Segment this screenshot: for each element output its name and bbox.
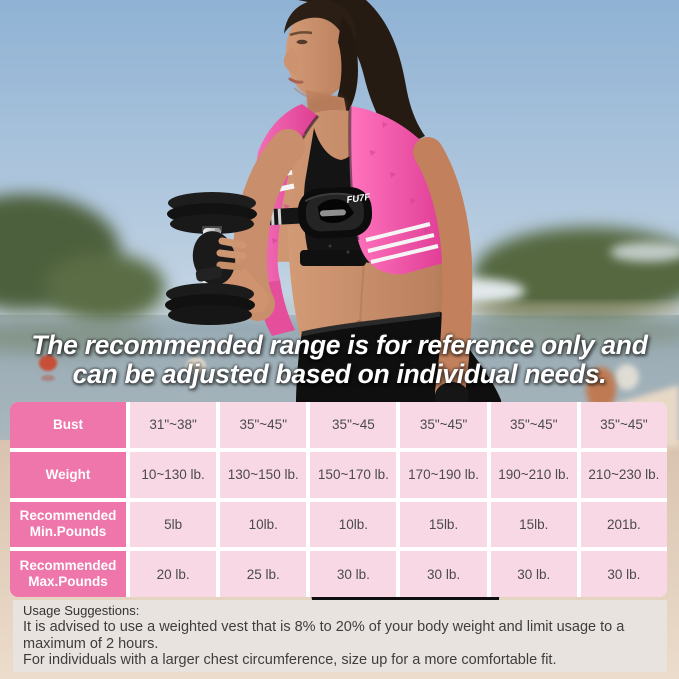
row-header-weight: Weight: [10, 452, 126, 498]
row-header-min-pounds: Recommended Min.Pounds: [10, 502, 126, 548]
min-pounds-value: 10lb.: [310, 502, 396, 548]
usage-title: Usage Suggestions:: [23, 603, 140, 618]
row-header-bust: Bust: [10, 402, 126, 448]
weight-value: 210~230 lb.: [581, 452, 667, 498]
weight-value: 190~210 lb.: [491, 452, 577, 498]
max-pounds-value: 30 lb.: [310, 551, 396, 597]
usage-advice-line: It is advised to use a weighted vest that is 8% to 20% of your body weight and limit usage to a maximum of 2 hours.: [23, 619, 625, 652]
weight-value: 10~130 lb.: [130, 452, 216, 498]
bust-value: 35"~45": [400, 402, 486, 448]
headline: [0, 331, 679, 389]
min-pounds-value: 201b.: [581, 502, 667, 548]
max-pounds-value: 25 lb.: [220, 551, 306, 597]
headline-line2: can be adjusted based on individual needs.: [72, 359, 607, 389]
bust-value: 31"~38": [130, 402, 216, 448]
weight-value: 130~150 lb.: [220, 452, 306, 498]
max-pounds-value: 30 lb.: [491, 551, 577, 597]
min-pounds-value: 15lb.: [491, 502, 577, 548]
min-pounds-value: 5lb: [130, 502, 216, 548]
max-pounds-value: 30 lb.: [581, 551, 667, 597]
bust-value: 35"~45": [581, 402, 667, 448]
row-header-max-pounds: Recommended Max.Pounds: [10, 551, 126, 597]
weight-value: 170~190 lb.: [400, 452, 486, 498]
bust-value: 35"~45": [491, 402, 577, 448]
min-pounds-value: 10lb.: [220, 502, 306, 548]
eye: [297, 40, 308, 44]
max-pounds-value: 20 lb.: [130, 551, 216, 597]
headline-line1: The recommended range is for reference only and: [31, 330, 648, 360]
usage-sizing-line: For individuals with a larger chest circumference, size up for a more comfortable fit.: [23, 652, 557, 668]
weight-value: 150~170 lb.: [310, 452, 396, 498]
max-pounds-value: 30 lb.: [400, 551, 486, 597]
usage-panel: [13, 600, 667, 672]
bust-value: 35"~45": [220, 402, 306, 448]
min-pounds-value: 15lb.: [400, 502, 486, 548]
bust-value: 35"~45: [310, 402, 396, 448]
size-table: [10, 402, 667, 597]
vest-logo: FU7F: [345, 191, 371, 206]
